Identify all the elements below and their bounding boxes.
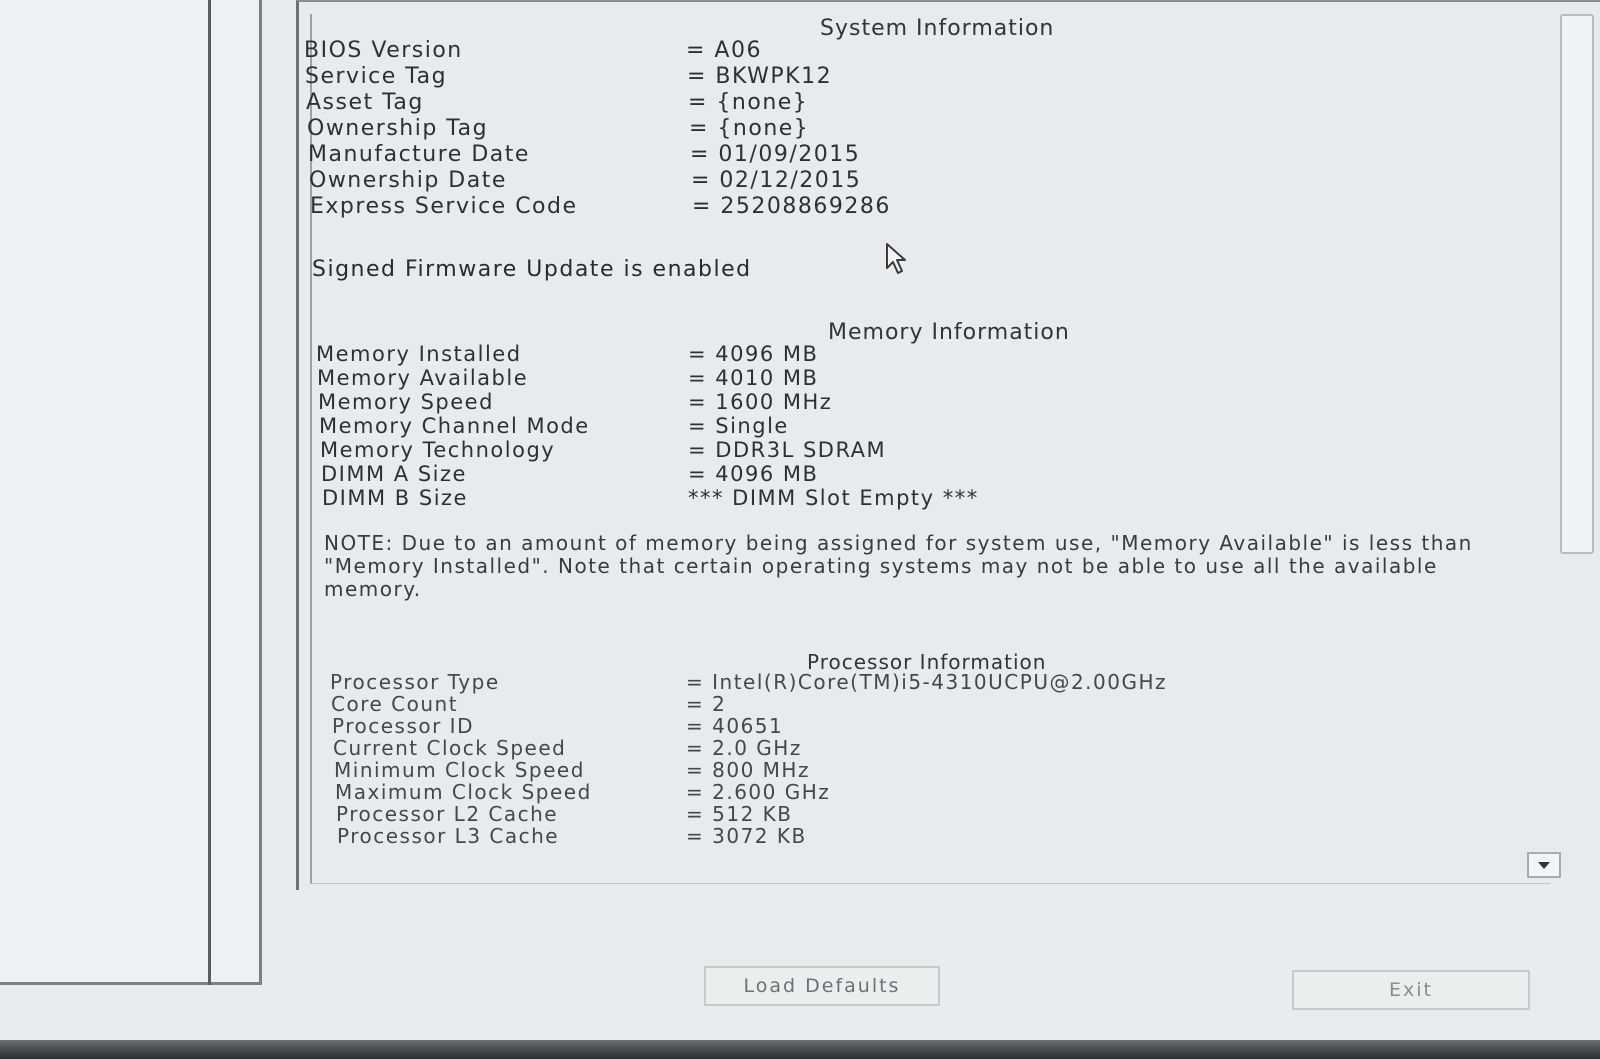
info-row bbox=[322, 486, 1522, 512]
info-row bbox=[304, 38, 1504, 64]
memory-information-title: Memory Information bbox=[828, 320, 1070, 345]
ownership-date-value: = 02/12/2015 bbox=[691, 168, 862, 193]
info-row bbox=[316, 342, 1516, 368]
maximum-clock-speed-label: Maximum Clock Speed bbox=[335, 780, 592, 804]
memory-available-value: = 4010 MB bbox=[688, 366, 819, 390]
memory-channel-mode-label: Memory Channel Mode bbox=[319, 414, 590, 438]
minimum-clock-speed-value: = 800 MHz bbox=[686, 758, 810, 782]
service-tag-value: = BKWPK12 bbox=[687, 64, 833, 89]
screen-bottom-edge bbox=[0, 1040, 1600, 1059]
express-service-code-label: Express Service Code bbox=[310, 194, 578, 219]
info-row bbox=[308, 142, 1508, 168]
information-scroll-area bbox=[304, 14, 1550, 884]
memory-installed-value: = 4096 MB bbox=[688, 342, 819, 366]
info-row bbox=[337, 824, 1537, 850]
manufacture-date-value: = 01/09/2015 bbox=[690, 142, 861, 167]
express-service-code-value: = 25208869286 bbox=[692, 194, 891, 219]
info-row bbox=[306, 90, 1506, 116]
memory-technology-label: Memory Technology bbox=[320, 438, 556, 462]
processor-type-value: = Intel(R)Core(TM)i5-4310UCPU@2.00GHz bbox=[686, 670, 1168, 694]
maximum-clock-speed-value: = 2.600 GHz bbox=[686, 780, 831, 804]
ownership-tag-value: = {none} bbox=[689, 116, 810, 141]
info-row bbox=[310, 194, 1510, 220]
asset-tag-label: Asset Tag bbox=[306, 90, 424, 115]
core-count-label: Core Count bbox=[331, 692, 459, 716]
memory-note: NOTE: Due to an amount of memory being assigned for system use, "Memory Available" is less than "Memory Installed". Note that certain operating systems may not be able to use all the available memory. bbox=[324, 531, 1473, 601]
scrollbar-thumb[interactable] bbox=[1560, 14, 1594, 554]
current-clock-speed-value: = 2.0 GHz bbox=[686, 736, 802, 760]
left-panel-divider bbox=[208, 0, 211, 985]
memory-available-label: Memory Available bbox=[317, 366, 529, 390]
chevron-down-icon bbox=[1538, 862, 1550, 869]
info-row bbox=[317, 366, 1517, 392]
info-row bbox=[318, 390, 1518, 416]
system-information-title: System Information bbox=[820, 16, 1055, 41]
processor-information-title: Processor Information bbox=[807, 650, 1047, 674]
dimm-a-size-value: = 4096 MB bbox=[688, 462, 819, 486]
asset-tag-value: = {none} bbox=[688, 90, 809, 115]
vertical-scrollbar[interactable] bbox=[1560, 14, 1594, 884]
ownership-date-label: Ownership Date bbox=[309, 168, 507, 193]
dimm-b-size-label: DIMM B Size bbox=[322, 486, 468, 510]
service-tag-label: Service Tag bbox=[305, 64, 448, 89]
info-row bbox=[321, 462, 1521, 488]
left-navigation-panel bbox=[0, 0, 262, 985]
manufacture-date-label: Manufacture Date bbox=[308, 142, 530, 167]
dimm-a-size-label: DIMM A Size bbox=[321, 462, 467, 486]
bios-version-label: BIOS Version bbox=[304, 38, 463, 63]
bios-version-value: = A06 bbox=[686, 38, 762, 63]
memory-speed-value: = 1600 MHz bbox=[688, 390, 833, 414]
memory-channel-mode-value: = Single bbox=[688, 414, 789, 438]
info-row bbox=[309, 168, 1509, 194]
minimum-clock-speed-label: Minimum Clock Speed bbox=[334, 758, 585, 782]
dimm-b-size-value: *** DIMM Slot Empty *** bbox=[688, 486, 979, 510]
processor-id-label: Processor ID bbox=[332, 714, 474, 738]
info-row bbox=[307, 116, 1507, 142]
info-row bbox=[320, 438, 1520, 464]
current-clock-speed-label: Current Clock Speed bbox=[333, 736, 567, 760]
processor-l2-cache-value: = 512 KB bbox=[686, 802, 793, 826]
processor-l3-cache-value: = 3072 KB bbox=[686, 824, 807, 848]
core-count-value: = 2 bbox=[686, 692, 727, 716]
processor-id-value: = 40651 bbox=[686, 714, 784, 738]
info-row bbox=[305, 64, 1505, 90]
memory-speed-label: Memory Speed bbox=[318, 390, 494, 414]
processor-type-label: Processor Type bbox=[330, 670, 500, 694]
memory-installed-label: Memory Installed bbox=[316, 342, 522, 366]
signed-firmware-notice: Signed Firmware Update is enabled bbox=[312, 257, 752, 282]
processor-l3-cache-label: Processor L3 Cache bbox=[337, 824, 560, 848]
ownership-tag-label: Ownership Tag bbox=[307, 116, 489, 141]
exit-button[interactable]: Exit bbox=[1292, 970, 1530, 1010]
load-defaults-button[interactable]: Load Defaults bbox=[704, 966, 940, 1006]
scroll-down-button[interactable] bbox=[1527, 852, 1561, 878]
processor-l2-cache-label: Processor L2 Cache bbox=[336, 802, 559, 826]
memory-technology-value: = DDR3L SDRAM bbox=[688, 438, 887, 462]
info-row bbox=[319, 414, 1519, 440]
mouse-pointer-icon bbox=[885, 242, 911, 276]
